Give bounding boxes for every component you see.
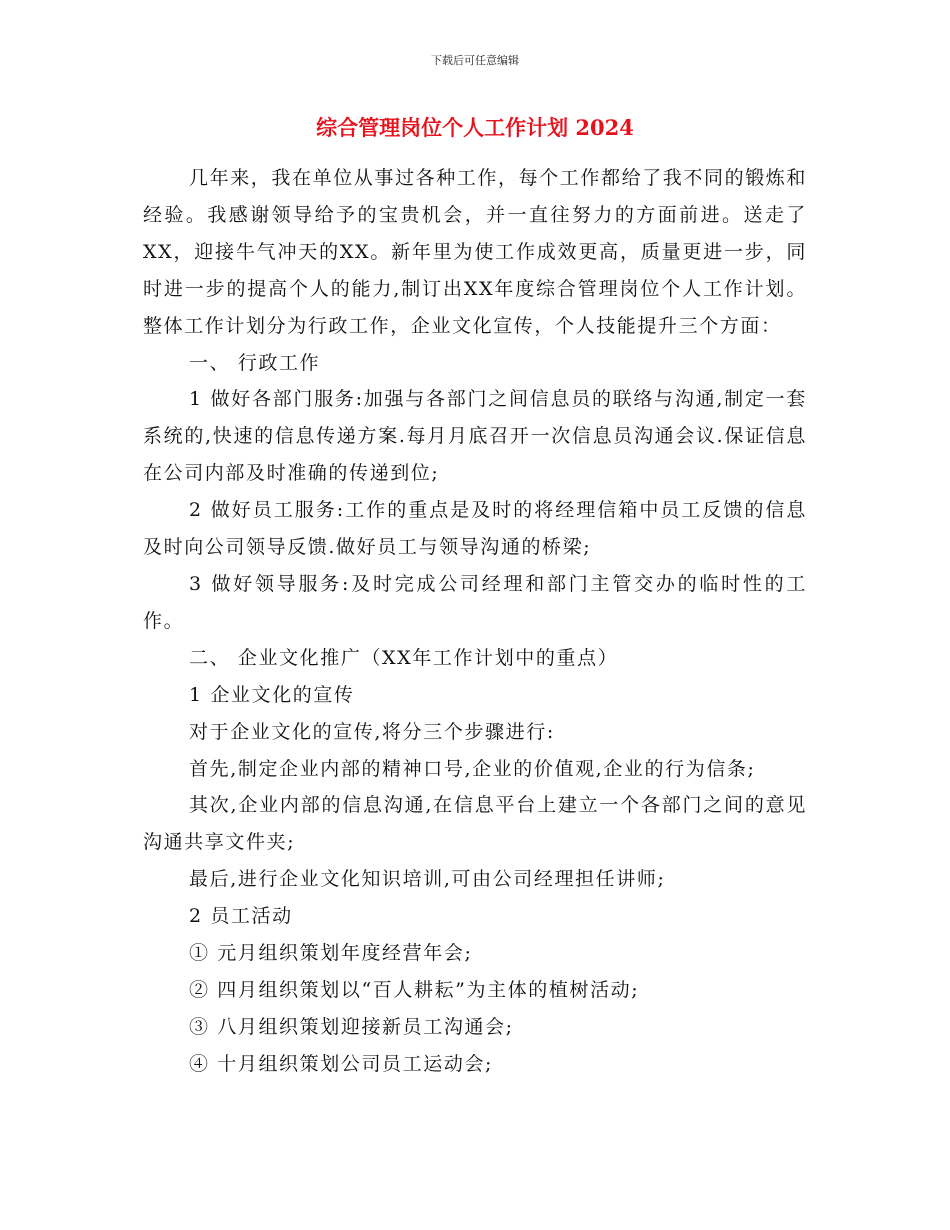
list-item-activity-2: ② 四月组织策划以“百人耕耘”为主体的植树活动; (189, 978, 640, 1001)
section-heading-admin: 一、 行政工作 (189, 351, 321, 374)
document-body (143, 160, 807, 1083)
paragraph-step-last: 最后,进行企业文化知识培训,可由公司经理担任讲师; (189, 868, 666, 891)
document-title: 综合管理岗位个人工作计划 2024 (316, 115, 634, 140)
header-note: 下载后可任意编辑 (431, 54, 519, 67)
list-item-activity-1: ① 元月组织策划年度经营年会; (189, 942, 473, 965)
paragraph-step-second: 其次,企业内部的信息沟通,在信息平台上建立一个各部门之间的意见沟通共享文件夹; (143, 794, 807, 854)
list-item-activity-4: ④ 十月组织策划公司员工运动会; (189, 1052, 494, 1075)
subheading-staff-activities: 2 员工活动 (189, 905, 293, 928)
paragraph-admin-item-3: 3 做好领导服务:及时完成公司经理和部门主管交办的临时性的工作。 (143, 572, 807, 632)
paragraph-admin-item-1: 1 做好各部门服务:加强与各部门之间信息员的联络与沟通,制定一套系统的,快速的信息传递方案.每月月底召开一次信息员沟通会议.保证信息在公司内部及时准确的传递到位; (143, 388, 807, 485)
paragraph-admin-item-2: 2 做好员工服务:工作的重点是及时的将经理信箱中员工反馈的信息及时向公司领导反馈.做好员工与领导沟通的桥梁; (143, 499, 807, 559)
list-item-activity-3: ③ 八月组织策划迎接新员工沟通会; (189, 1015, 514, 1038)
paragraph-intro: 几年来，我在单位从事过各种工作，每个工作都给了我不同的锻炼和经验。我感谢领导给予的宝贵机会，并一直往努力的方面前进。送走了XX，迎接牛气冲天的XX。新年里为使工作成效更高，质量更进一步，同时进一步的提高个人的能力,制订出XX年度综合管理岗位个人工作计划。整体工作计划分为行政工作，企业文化宣传，个人技能提升三个方面： (143, 167, 808, 337)
paragraph-step-first: 首先,制定企业内部的精神口号,企业的价值观,企业的行为信条; (189, 757, 756, 780)
paragraph-culture-steps: 对于企业文化的宣传,将分三个步骤进行: (189, 720, 555, 743)
section-heading-culture: 二、 企业文化推广（XX年工作计划中的重点） (189, 646, 619, 669)
subheading-culture-promo: 1 企业文化的宣传 (189, 683, 355, 706)
